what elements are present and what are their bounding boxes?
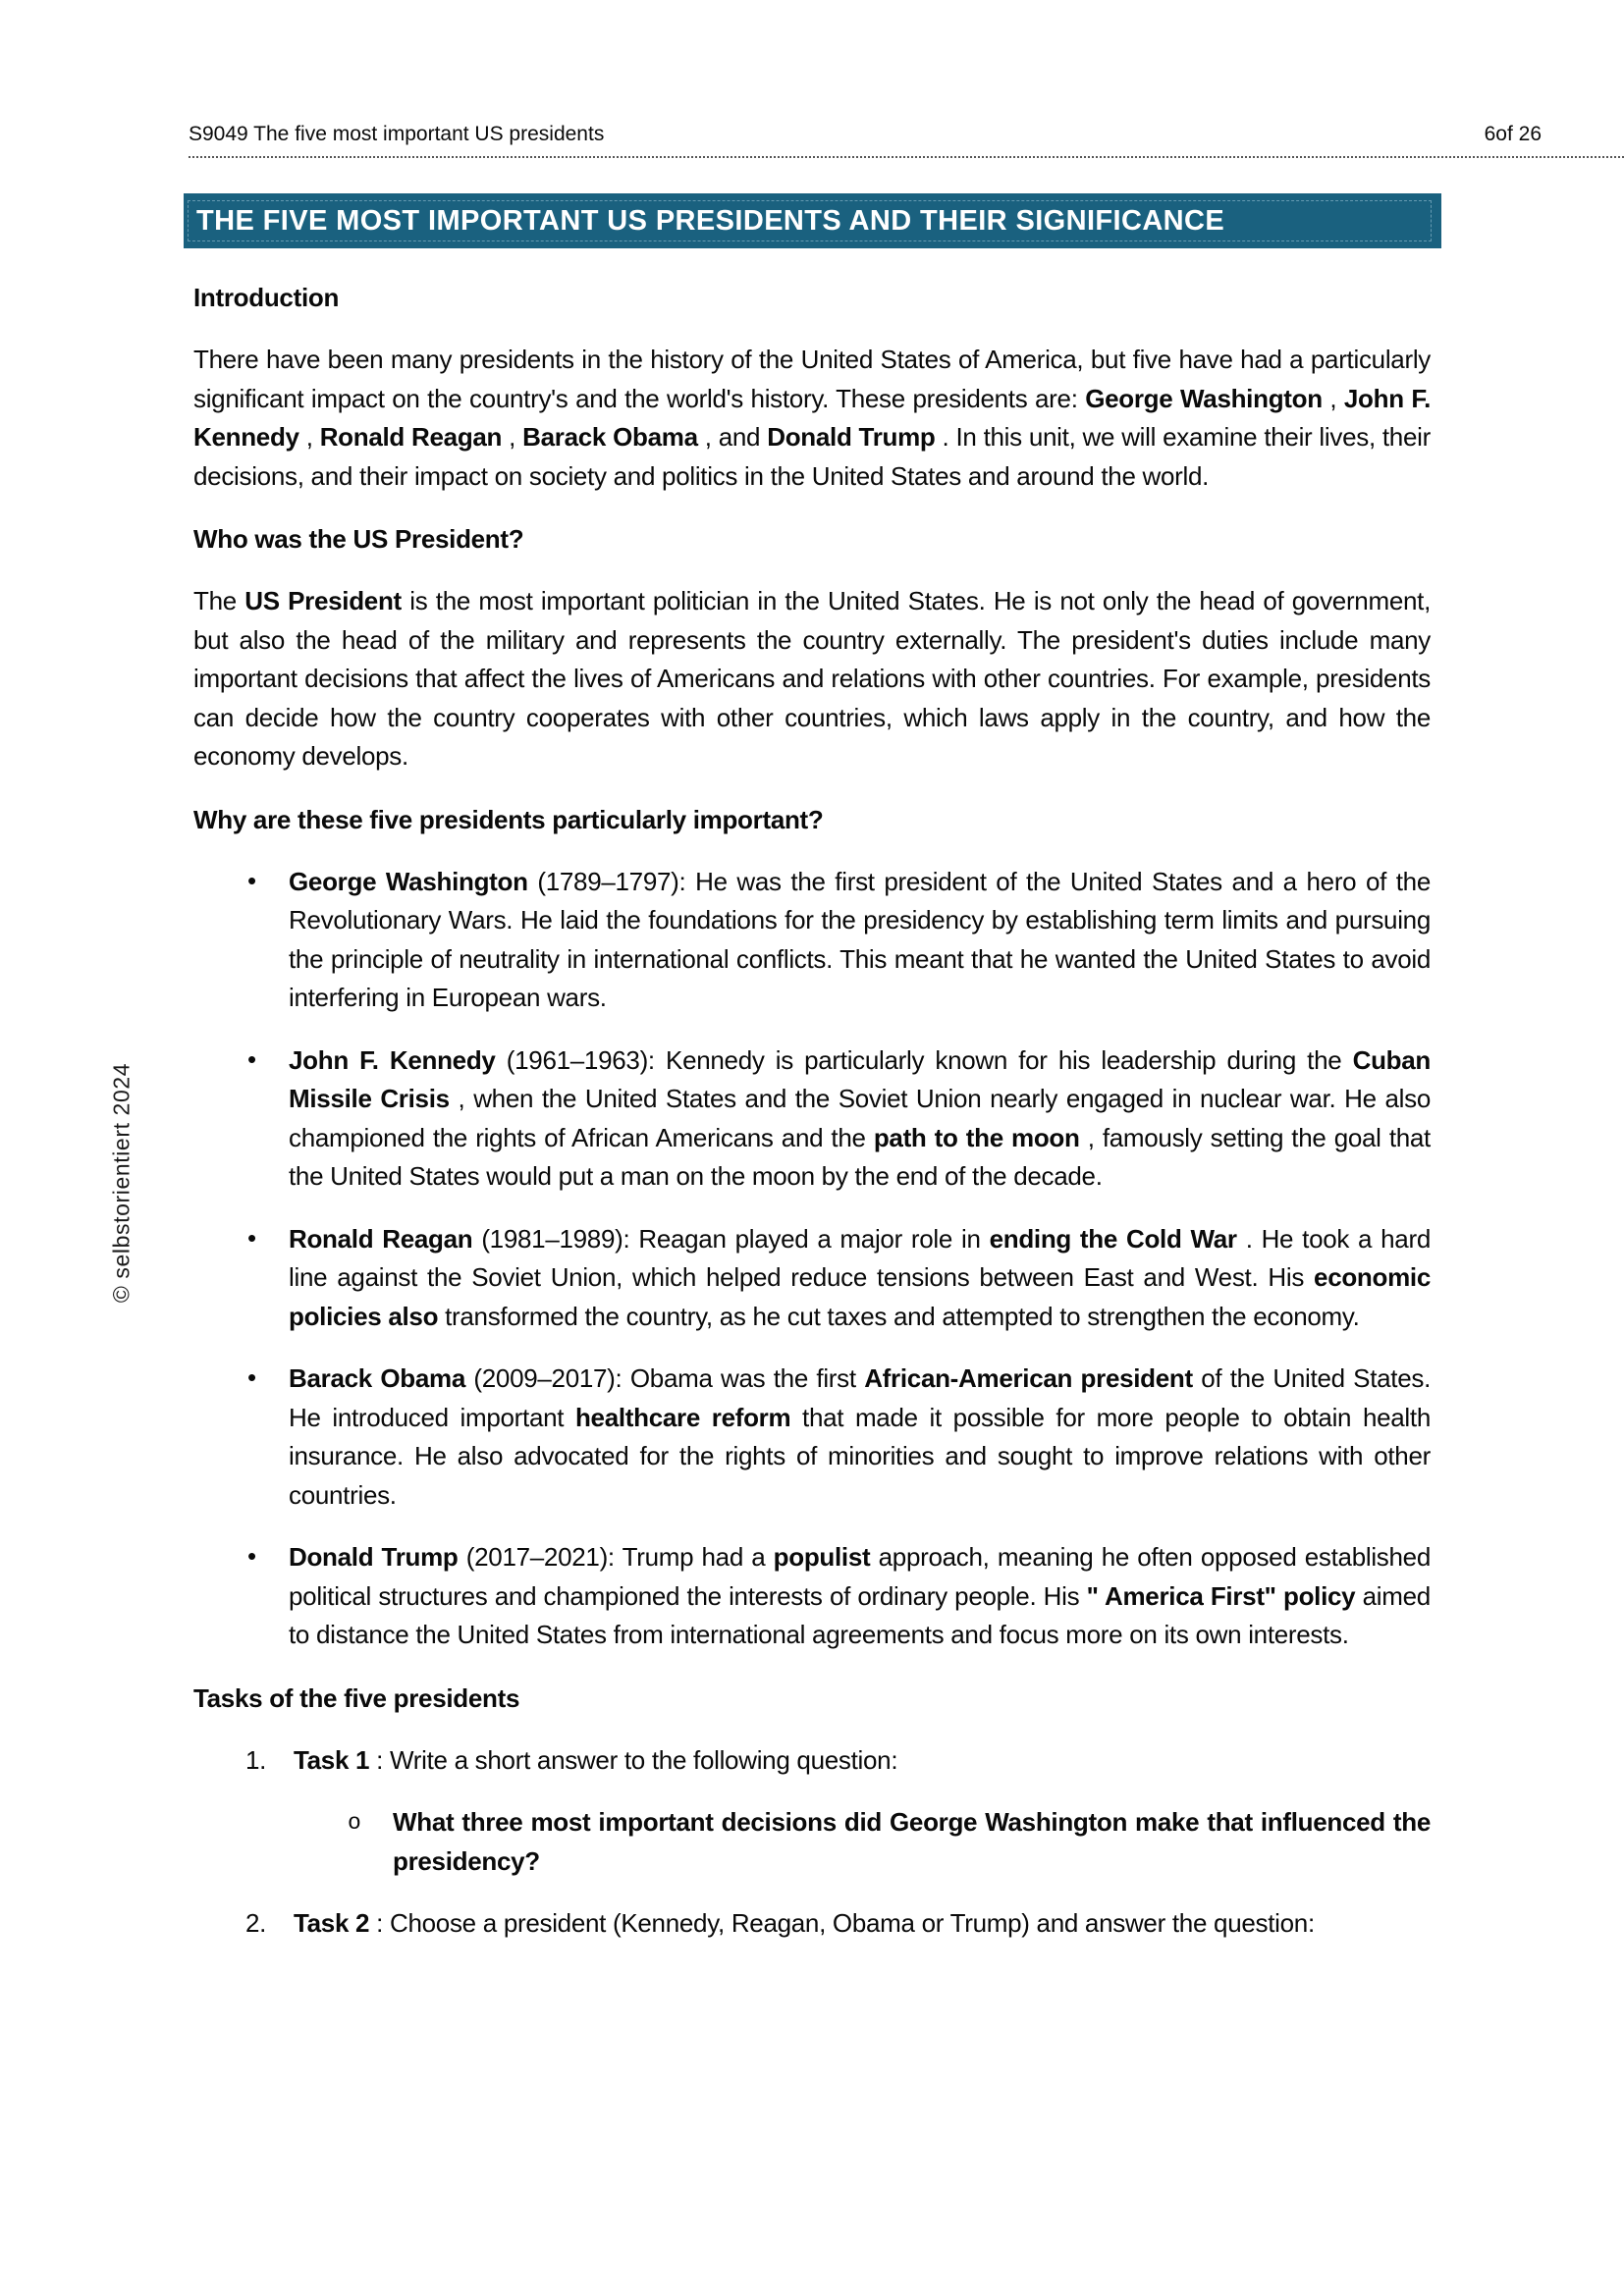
sub-bullet-marker: o: [348, 1810, 361, 1836]
tasks-list: [193, 1741, 1431, 1944]
bullet-text: Donald Trump (2017–2021): Trump had a populist approach, meaning he often opposed established political structures and championed the interests of ordinary people. His " America First" policy aimed to distance the United States from international agreements and focus more on its own interests.: [289, 1542, 1431, 1649]
section-heading-who: Who was the US President?: [193, 524, 524, 554]
page-title: THE FIVE MOST IMPORTANT US PRESIDENTS AND THEIR SIGNIFICANCE: [196, 204, 1225, 237]
section-heading-tasks: Tasks of the five presidents: [193, 1682, 520, 1713]
bullet-text: Ronald Reagan (1981–1989): Reagan played a major role in ending the Cold War . He took a hard line against the Soviet Union, which helped reduce tensions between East and West. His economic policies also transformed the country, as he cut taxes and attempted to strengthen the economy.: [289, 1223, 1431, 1331]
bullet-text: John F. Kennedy (1961–1963): Kennedy is particularly known for his leadership during the Cuban Missile Crisis , when the United States and the Soviet Union nearly engaged in nuclear war. He also championed the rights of African Americans and the path to the moon , famously setting the goal that the United States would put a man on the moon by the end of the decade.: [289, 1044, 1431, 1191]
running-header: [189, 122, 1624, 158]
copyright-vertical-text: © selbstorientiert 2024: [108, 1062, 135, 1304]
bullet-item-reagan: [193, 1220, 1431, 1337]
bullet-marker: •: [247, 1362, 256, 1392]
presidents-bullet-list: [193, 863, 1431, 1655]
bullet-item-washington: [193, 863, 1431, 1018]
task-1-sub-question: [193, 1803, 1431, 1881]
bullet-text: Barack Obama (2009–2017): Obama was the first African-American president of the United States. He introduced important healthcare reform that made it possible for more people to obtain health insurance. He also advocated for the rights of minorities and sought to improve relations with other countries.: [289, 1363, 1431, 1510]
task-item-2: [193, 1904, 1431, 1944]
task-item-1: [193, 1741, 1431, 1781]
bullet-marker: •: [247, 865, 256, 895]
section-heading-introduction: Introduction: [193, 283, 340, 312]
header-doc-code: S9049 The five most important US presidents: [189, 123, 605, 145]
paragraph-who: The US President is the most important politician in the United States. He is not only the head of government, but also the head of the military and represents the country externally. The president's duties include many important decisions that affect the lives of Americans and relations with other countries. For example, presidents can decide how the country cooperates with other countries, which laws apply in the country, and how the economy develops.: [193, 586, 1431, 771]
task-number: 2.: [245, 1908, 267, 1938]
task-text: Task 2 : Choose a president (Kennedy, Reagan, Obama or Trump) and answer the question:: [294, 1908, 1315, 1938]
bullet-marker: •: [247, 1541, 256, 1571]
bullet-item-obama: [193, 1360, 1431, 1515]
paragraph-introduction: There have been many presidents in the history of the United States of America, but five have had a particularly significant impact on the country's and the world's history. These presidents are: George Washington , John F. Kennedy , Ronald Reagan , Barack Obama , and Donald Trump . In this unit, we will examine their lives, their decisions, and their impact on society and politics in the United States and around the world.: [193, 345, 1432, 491]
task-number: 1.: [245, 1744, 267, 1775]
document-body: [193, 278, 1431, 1967]
bullet-marker: •: [247, 1043, 256, 1074]
bullet-marker: •: [247, 1222, 256, 1253]
sub-question-text: What three most important decisions did George Washington make that influenced the presidency?: [393, 1807, 1431, 1876]
bullet-item-kennedy: [193, 1041, 1431, 1197]
header-page-number: 6of 26: [1484, 123, 1542, 145]
title-banner: [184, 193, 1441, 248]
bullet-item-trump: [193, 1538, 1431, 1655]
section-heading-why: Why are these five presidents particularly important?: [193, 804, 824, 834]
task-text: Task 1 : Write a short answer to the following question:: [294, 1744, 898, 1775]
bullet-text: George Washington (1789–1797): He was the first president of the United States and a hero of the Revolutionary Wars. He laid the foundations for the presidency by establishing term limits and pursuing the principle of neutrality in international conflicts. This meant that he wanted the United States to avoid interfering in European wars.: [289, 866, 1431, 1012]
